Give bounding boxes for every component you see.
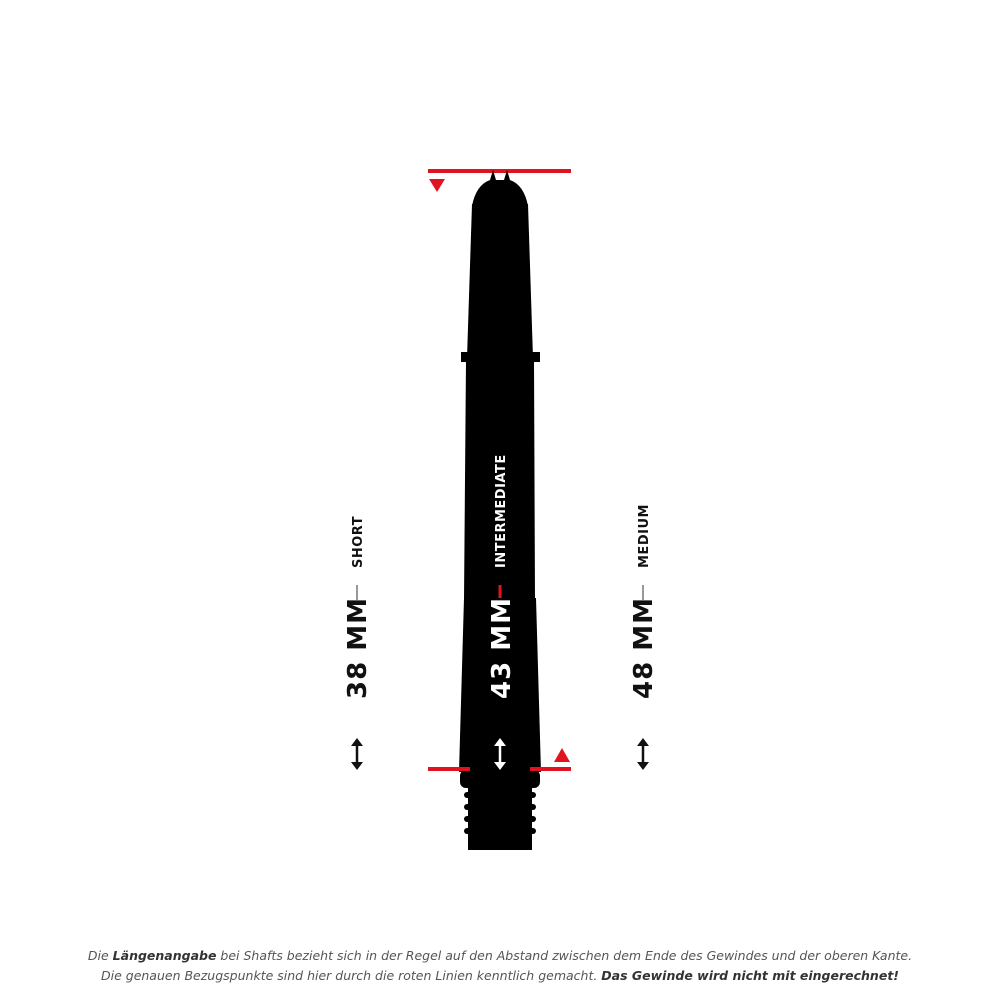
top-reference-arrow — [429, 179, 445, 192]
size-intermediate-length: 43 MM — [487, 597, 517, 699]
size-intermediate-name: INTERMEDIATE — [494, 454, 509, 568]
size-short-length: 38 MM — [343, 597, 373, 699]
shaft-thread — [464, 786, 536, 850]
size-short-double-arrow-icon — [351, 738, 363, 770]
caption — [0, 946, 1000, 986]
shaft-collar — [460, 770, 540, 788]
size-medium — [629, 504, 659, 770]
shaft-upper — [467, 204, 533, 358]
caption-line-2: Die genauen Bezugspunkte sind hier durch die roten Linien kenntlich gemacht. Das Gewinde wird nicht mit eingerechnet! — [101, 968, 899, 983]
size-short — [343, 516, 373, 770]
size-medium-name: MEDIUM — [637, 504, 652, 568]
shaft-tip — [472, 170, 528, 206]
size-medium-length: 48 MM — [629, 597, 659, 699]
size-short-name: SHORT — [351, 515, 366, 568]
caption-line-1: Die Längenangabe bei Shafts bezieht sich in der Regel auf den Abstand zwischen dem Ende des Gewindes und der oberen Kante. — [87, 948, 913, 963]
bottom-reference-arrow — [554, 748, 570, 762]
size-medium-double-arrow-icon — [637, 738, 649, 770]
